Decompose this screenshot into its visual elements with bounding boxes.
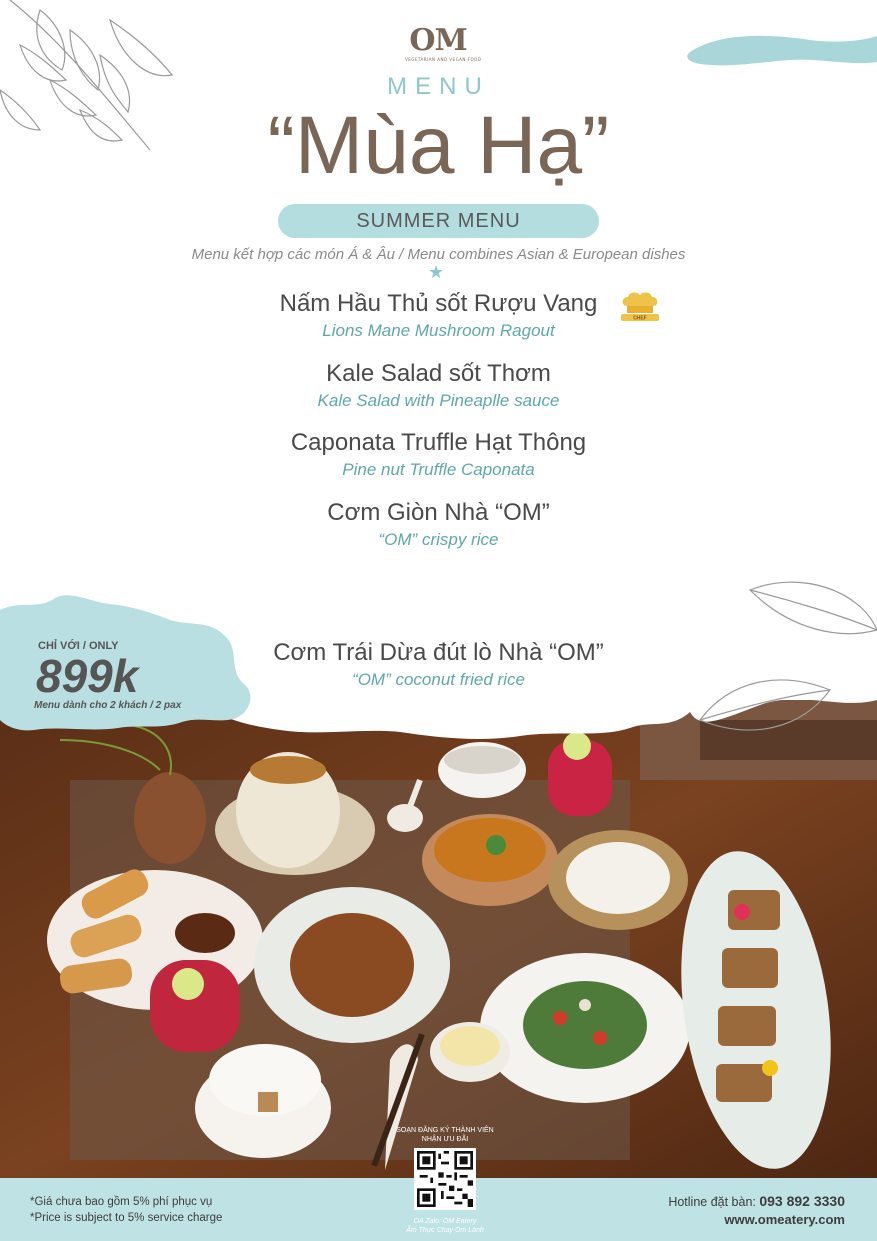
footer-notes bbox=[30, 1194, 222, 1226]
hotline-label: Hotline đặt bàn: bbox=[668, 1195, 756, 1209]
dish-name-en: Kale Salad with Pineaplle sauce bbox=[317, 391, 560, 410]
qr-block bbox=[384, 1126, 506, 1235]
dish-name-en: “OM” coconut fried rice bbox=[352, 670, 525, 689]
dish-name-vi: Cơm Giòn Nhà “OM” bbox=[327, 499, 550, 526]
website-link[interactable]: www.omeatery.com bbox=[724, 1212, 845, 1227]
logo-mark: OM bbox=[409, 23, 467, 58]
dish-name-en: Lions Mane Mushroom Ragout bbox=[322, 321, 555, 340]
dish-name-en: “OM” crispy rice bbox=[378, 530, 499, 549]
dish-item bbox=[0, 498, 877, 552]
price-block bbox=[28, 640, 218, 711]
food-table-photo bbox=[0, 700, 877, 1178]
service-charge-note-en: *Price is subject to 5% service charge bbox=[30, 1212, 223, 1224]
menu-subtitle: Menu kết hợp các món Á & Âu / Menu combines Asian & European dishes bbox=[191, 246, 686, 263]
qr-heading-2: NHẬN ƯU ĐÃI bbox=[421, 1136, 469, 1143]
summer-menu-pill: SUMMER MENU bbox=[278, 204, 599, 238]
contact-block bbox=[668, 1192, 845, 1229]
logo-tagline: VEGETARIAN AND VEGAN FOOD bbox=[405, 57, 482, 62]
qr-caption-2: Ẩm Thực Chay Om Lành bbox=[406, 1227, 484, 1234]
hotline-line bbox=[668, 1192, 845, 1211]
dish-item bbox=[0, 428, 877, 482]
price-note: Menu dành cho 2 khách / 2 pax bbox=[34, 700, 182, 711]
brush-stroke-decoration bbox=[680, 22, 877, 72]
brand-logo bbox=[405, 23, 482, 62]
qr-caption: OA Zalo: OM Eatery bbox=[413, 1218, 477, 1225]
dish-item bbox=[0, 289, 877, 343]
chef-badge-label: CHEF bbox=[633, 315, 647, 322]
dish-name-vi: Caponata Truffle Hạt Thông bbox=[290, 429, 587, 456]
page-title: “Mùa Hạ” bbox=[267, 100, 610, 191]
price-value: 899k bbox=[36, 650, 139, 702]
qr-code-icon[interactable] bbox=[414, 1148, 476, 1210]
dish-item bbox=[0, 359, 877, 413]
menu-label: MENU bbox=[387, 73, 490, 100]
chef-hat-icon bbox=[619, 292, 661, 322]
price-only-label: CHỈ VỚI / ONLY bbox=[38, 640, 119, 652]
dish-name-vi: Kale Salad sốt Thơm bbox=[326, 360, 551, 387]
service-charge-note-vi: *Giá chưa bao gồm 5% phí phục vụ bbox=[30, 1196, 213, 1208]
hotline-number[interactable]: 093 892 3330 bbox=[759, 1193, 845, 1209]
dish-name-vi: Cơm Trái Dừa đút lò Nhà “OM” bbox=[273, 639, 604, 666]
dish-name-vi: Nấm Hầu Thủ sốt Rượu Vang bbox=[279, 290, 598, 317]
dish-name-en: Pine nut Truffle Caponata bbox=[342, 460, 535, 479]
star-icon: ★ bbox=[428, 262, 445, 283]
qr-heading: SOẠN ĐĂNG KÝ THÀNH VIÊN bbox=[396, 1127, 494, 1134]
